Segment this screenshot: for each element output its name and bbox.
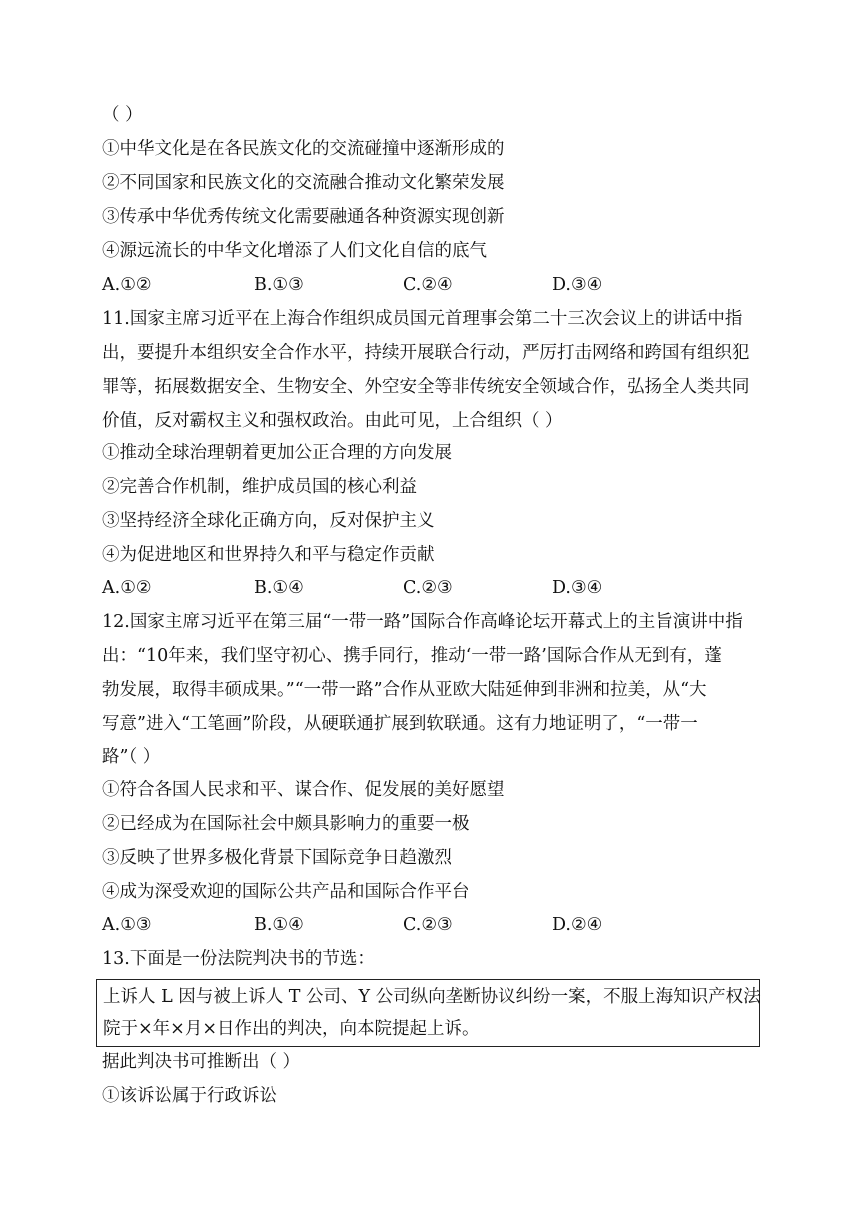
q11-statement-1: ①推动全球治理朝着更加公正合理的方向发展 (102, 443, 452, 463)
q13-excerpt-line-1: 上诉人 L 因与被上诉人 T 公司、Y 公司纵向垄断协议纠纷一案，不服上海知识产权法 (103, 987, 761, 1007)
q13-stem: 13.下面是一份法院判决书的节选： (102, 949, 375, 969)
q12-statement-2: ②已经成为在国际社会中颇具影响力的重要一极 (102, 814, 470, 834)
q10-option-a: A.①② (102, 275, 152, 295)
q10-stem-tail: （ ） (102, 105, 143, 125)
q12-options (102, 913, 742, 937)
q13-excerpt-line-2: 院于×年×月×日作出的判决，向本院提起上诉。 (103, 1019, 480, 1039)
q10-statement-1: ①中华文化是在各民族文化的交流碰撞中逐渐形成的 (102, 139, 505, 159)
q11-statement-2: ②完善合作机制，维护成员国的核心利益 (102, 477, 417, 497)
q10-option-c: C.②④ (403, 275, 453, 295)
q11-options (102, 576, 742, 600)
q10-options (102, 273, 742, 297)
q13-statement-1: ①该诉讼属于行政诉讼 (102, 1086, 277, 1106)
q11-stem-line-2: 出，要提升本组织安全合作水平，持续开展联合行动，严厉打击网络和跨国有组织犯 (102, 343, 750, 363)
q12-stem-line-2: 出：“10年来，我们坚守初心、携手同行，推动‘一带一路’国际合作从无到有，蓬 (102, 646, 722, 666)
q11-option-b: B.①④ (254, 578, 304, 598)
q13-question: 据此判决书可推断出（ ） (102, 1052, 301, 1072)
q12-stem-line-1: 12.国家主席习近平在第三届“一带一路”国际合作高峰论坛开幕式上的主旨演讲中指 (102, 612, 743, 632)
q11-option-c: C.②③ (403, 578, 453, 598)
q10-option-b: B.①③ (254, 275, 304, 295)
q11-stem-line-1: 11.国家主席习近平在上海合作组织成员国元首理事会第二十三次会议上的讲话中指 (102, 309, 743, 329)
q11-option-a: A.①② (102, 578, 152, 598)
q11-option-d: D.③④ (552, 578, 603, 598)
q12-option-a: A.①③ (102, 915, 152, 935)
q12-stem-line-5: 路”（ ） (102, 747, 161, 767)
q12-option-c: C.②③ (403, 915, 453, 935)
q12-option-b: B.①④ (254, 915, 304, 935)
q11-stem-line-3: 罪等，拓展数据安全、生物安全、外空安全等非传统安全领域合作，弘扬全人类共同 (102, 377, 750, 397)
q12-statement-1: ①符合各国人民求和平、谋合作、促发展的美好愿望 (102, 780, 505, 800)
q11-stem-line-4: 价值，反对霸权主义和强权政治。由此可见，上合组织（ ） (102, 411, 563, 431)
q11-statement-4: ④为促进地区和世界持久和平与稳定作贡献 (102, 545, 435, 565)
q12-stem-line-4: 写意”进入“工笔画”阶段，从硬联通扩展到软联通。这有力地证明了，“一带一 (102, 714, 698, 734)
q10-statement-3: ③传承中华优秀传统文化需要融通各种资源实现创新 (102, 207, 505, 227)
q12-statement-3: ③反映了世界多极化背景下国际竞争日趋激烈 (102, 848, 452, 868)
q10-statement-4: ④源远流长的中华文化增添了人们文化自信的底气 (102, 241, 487, 261)
q12-statement-4: ④成为深受欢迎的国际公共产品和国际合作平台 (102, 882, 470, 902)
q10-option-d: D.③④ (552, 275, 603, 295)
q10-statement-2: ②不同国家和民族文化的交流融合推动文化繁荣发展 (102, 173, 505, 193)
q12-stem-line-3: 勃发展，取得丰硕成果。”“一带一路”合作从亚欧大陆延伸到非洲和拉美，从“大 (102, 680, 707, 700)
q12-option-d: D.②④ (552, 915, 603, 935)
q11-statement-3: ③坚持经济全球化正确方向，反对保护主义 (102, 511, 435, 531)
q13-judgment-excerpt-box (96, 979, 760, 1047)
